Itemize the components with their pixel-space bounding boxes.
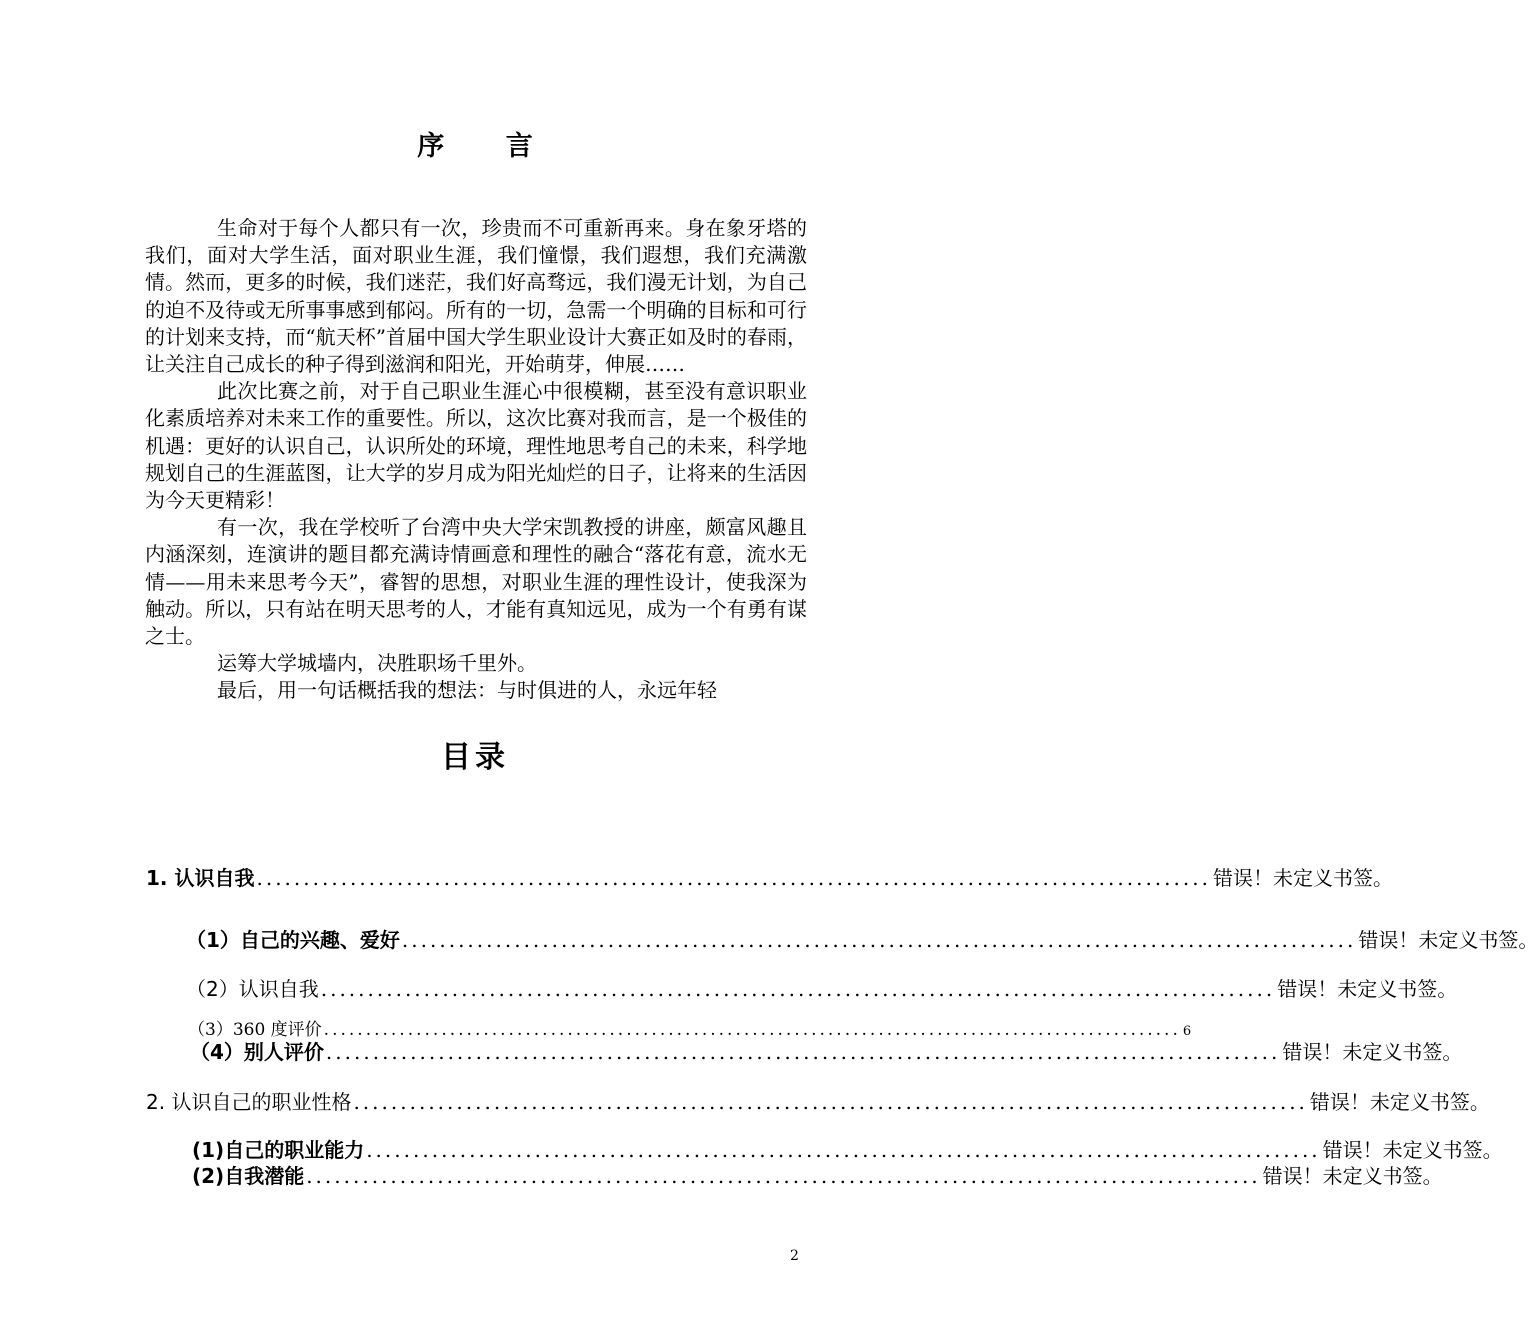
toc-leader-dots: ...................................................................................................... [366,1138,1321,1162]
toc-entry-label: （1）自己的兴趣、爱好 [186,928,400,952]
toc-entry-label: （3）360 度评价 [188,1020,322,1040]
preface-title: 序 言 [417,131,559,162]
preface-body [145,215,807,705]
toc-entry-page: 错误！未定义书签。 [1358,928,1538,952]
toc-entry-label: （2）认识自我 [186,977,319,1001]
toc-entry-page: 错误！未定义书签。 [1322,1138,1503,1162]
toc-entry-page: 6 [1182,1024,1192,1039]
toc-entry[interactable] [192,1134,1503,1163]
toc-entry[interactable] [186,924,1538,953]
preface-paragraph: 运筹大学城墙内，决胜职场千里外。 [217,651,537,676]
toc-entry-page: 错误！未定义书签。 [1212,866,1393,890]
toc-entry[interactable] [146,862,1393,891]
toc-entry-page: 错误！未定义书签。 [1277,977,1458,1001]
toc-entry-page: 错误！未定义书签。 [1262,1164,1443,1188]
toc-leader-dots: ...................................................................................................... [256,866,1211,890]
toc-entry-label: 1. 认识自我 [146,866,255,890]
toc-entry[interactable] [190,1036,1463,1065]
toc-leader-dots: ...................................................................................................... [401,928,1357,952]
toc-entry-page: 错误！未定义书签。 [1282,1040,1463,1064]
preface-paragraph: 此次比赛之前，对于自己职业生涯心中很模糊，甚至没有意识职业化素质培养对未来工作的重要性。所以，这次比赛对我而言，是一个极佳的机遇：更好的认识自己，认识所处的环境，理性地思考自己的未来，科学地规划自己的生涯蓝图，让大学的岁月成为阳光灿烂的日子，让将来的生活因为今天更精彩！ [145,379,807,513]
toc-leader-dots: ...................................................................................................... [325,1040,1281,1064]
toc-leader-dots: ...................................................................................................... [323,1020,1181,1040]
preface-paragraph: 生命对于每个人都只有一次，珍贵而不可重新再来。身在象牙塔的我们，面对大学生活，面对职业生涯，我们憧憬，我们遐想，我们充满激情。然而，更多的时候，我们迷茫，我们好高骛远，我们漫无计划，为自己的迫不及待或无所事事感到郁闷。所有的一切，急需一个明确的目标和可行的计划来支持，而“航天杯”首届中国大学生职业设计大赛正如及时的春雨，让关注自己成长的种子得到滋润和阳光，开始萌芽，伸展…… [145,216,807,377]
toc-entry-label: (2)自我潜能 [192,1164,305,1188]
toc-entry[interactable] [146,1086,1490,1115]
preface-paragraph: 最后，用一句话概括我的想法：与时俱进的人，永远年轻 [217,678,717,703]
preface-paragraph: 有一次，我在学校听了台湾中央大学宋凯教授的讲座，颇富风趣且内涵深刻，连演讲的题目都充满诗情画意和理性的融合“落花有意，流水无情——用未来思考今天”，睿智的思想，对职业生涯的理性设计，使我深为触动。所以，只有站在明天思考的人，才能有真知远见，成为一个有勇有谋之士。 [145,515,807,649]
toc-entry-label: (1)自己的职业能力 [192,1138,365,1162]
toc-entry[interactable] [192,1160,1443,1189]
toc-leader-dots: ...................................................................................................... [306,1164,1261,1188]
toc-leader-dots: ...................................................................................................... [353,1090,1308,1114]
toc-entry-label: （4）别人评价 [190,1040,324,1064]
toc-entry-label: 2. 认识自己的职业性格 [146,1090,352,1114]
toc-entry-page: 错误！未定义书签。 [1309,1090,1490,1114]
page-number: 2 [790,1248,799,1264]
toc-entry[interactable] [186,973,1458,1002]
toc-leader-dots: ...................................................................................................... [320,977,1276,1001]
toc-title: 目录 [441,740,509,775]
